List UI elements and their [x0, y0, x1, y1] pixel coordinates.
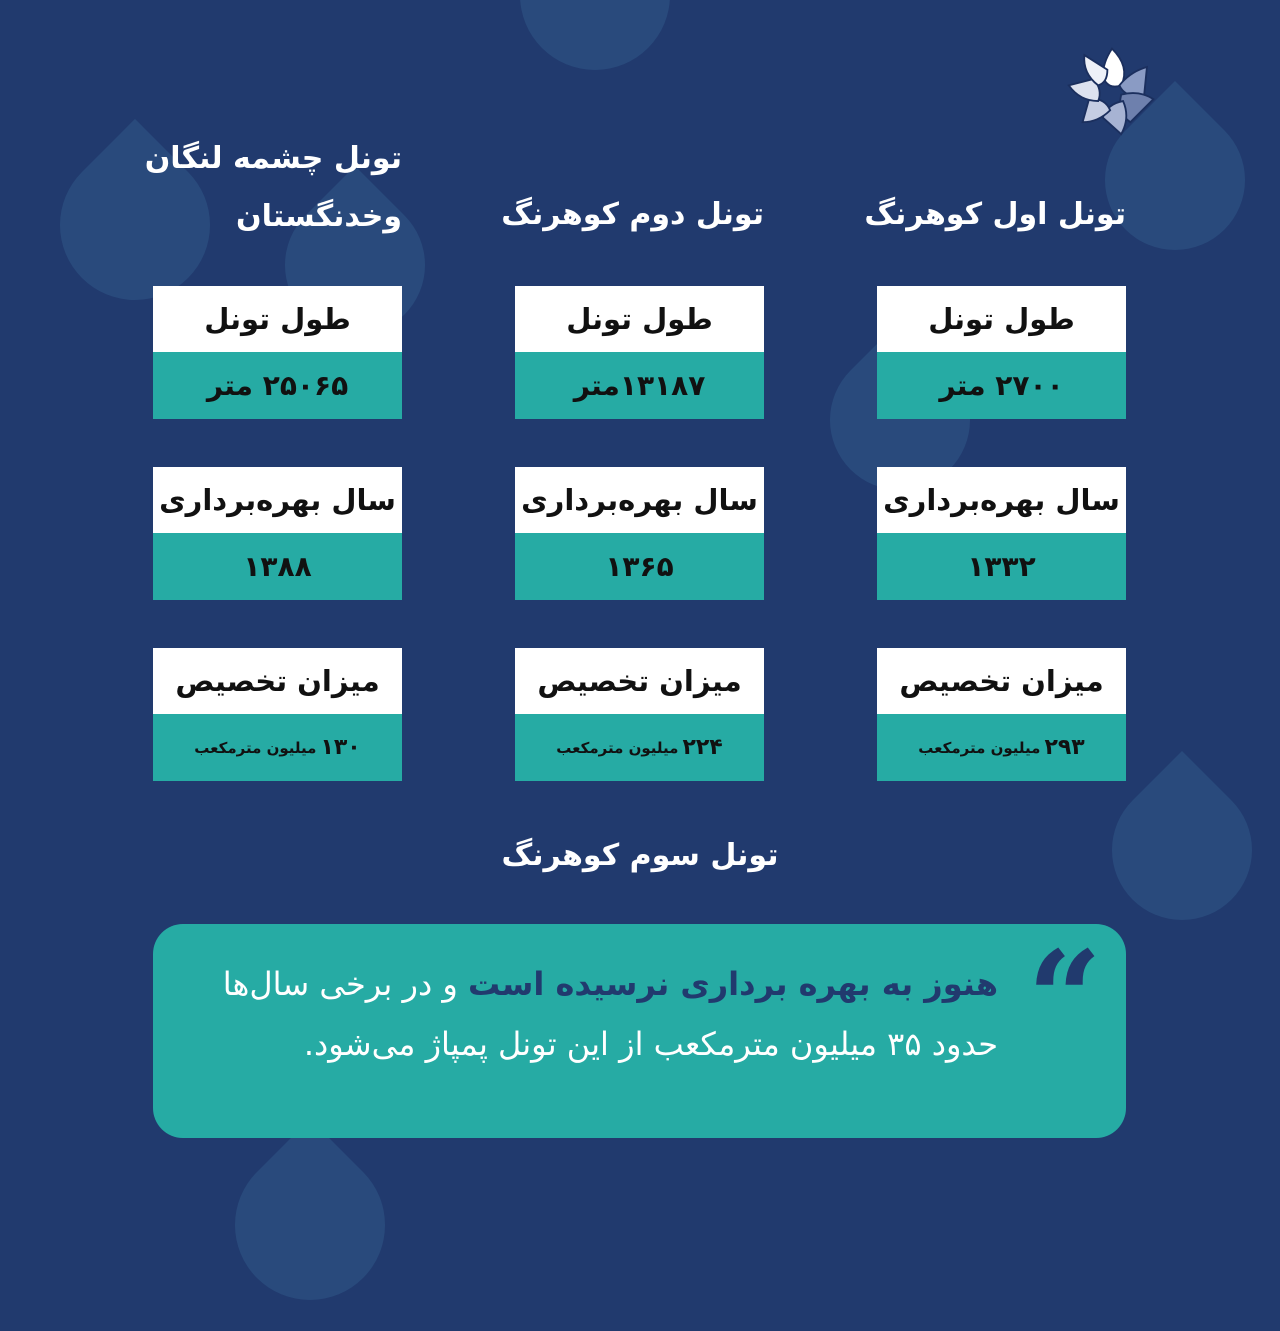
allocation-card-1: میزان تخصیص ۲۹۳ میلیون مترمکعب [877, 648, 1126, 781]
tunnel-title-1: تونل اول کوهرنگ [864, 197, 1126, 232]
length-card-2: طول تونل ۱۳۱۸۷متر [515, 286, 764, 419]
length-card-1: طول تونل ۲۷۰۰ متر [877, 286, 1126, 419]
length-card-3: طول تونل ۲۵۰۶۵ متر [153, 286, 402, 419]
year-card-2: سال بهره‌برداری ۱۳۶۵ [515, 467, 764, 600]
third-tunnel-title: تونل سوم کوهرنگ [501, 838, 779, 873]
quote-mark-icon: “ [1027, 922, 1102, 1075]
decorative-drop [204, 1119, 416, 1331]
allocation-card-3: میزان تخصیص ۱۳۰ میلیون مترمکعب [153, 648, 402, 781]
decorative-drop [489, 0, 701, 101]
year-card-1: سال بهره‌برداری ۱۳۳۲ [877, 467, 1126, 600]
quote-text: هنوز به بهره برداری نرسیده است و در برخی سال‌ها حدود ۳۵ میلیون مترمکعب از این تونل پمپاژ می‌شود. [222, 965, 998, 1063]
quote-box [153, 924, 1126, 1138]
logo-icon [1066, 44, 1158, 136]
year-card-3: سال بهره‌برداری ۱۳۸۸ [153, 467, 402, 600]
tunnel-title-2: تونل دوم کوهرنگ [501, 197, 764, 232]
allocation-card-2: میزان تخصیص ۲۲۴ میلیون مترمکعب [515, 648, 764, 781]
tunnel-title-3: تونل چشمه لنگان وخدنگستان [144, 141, 402, 234]
